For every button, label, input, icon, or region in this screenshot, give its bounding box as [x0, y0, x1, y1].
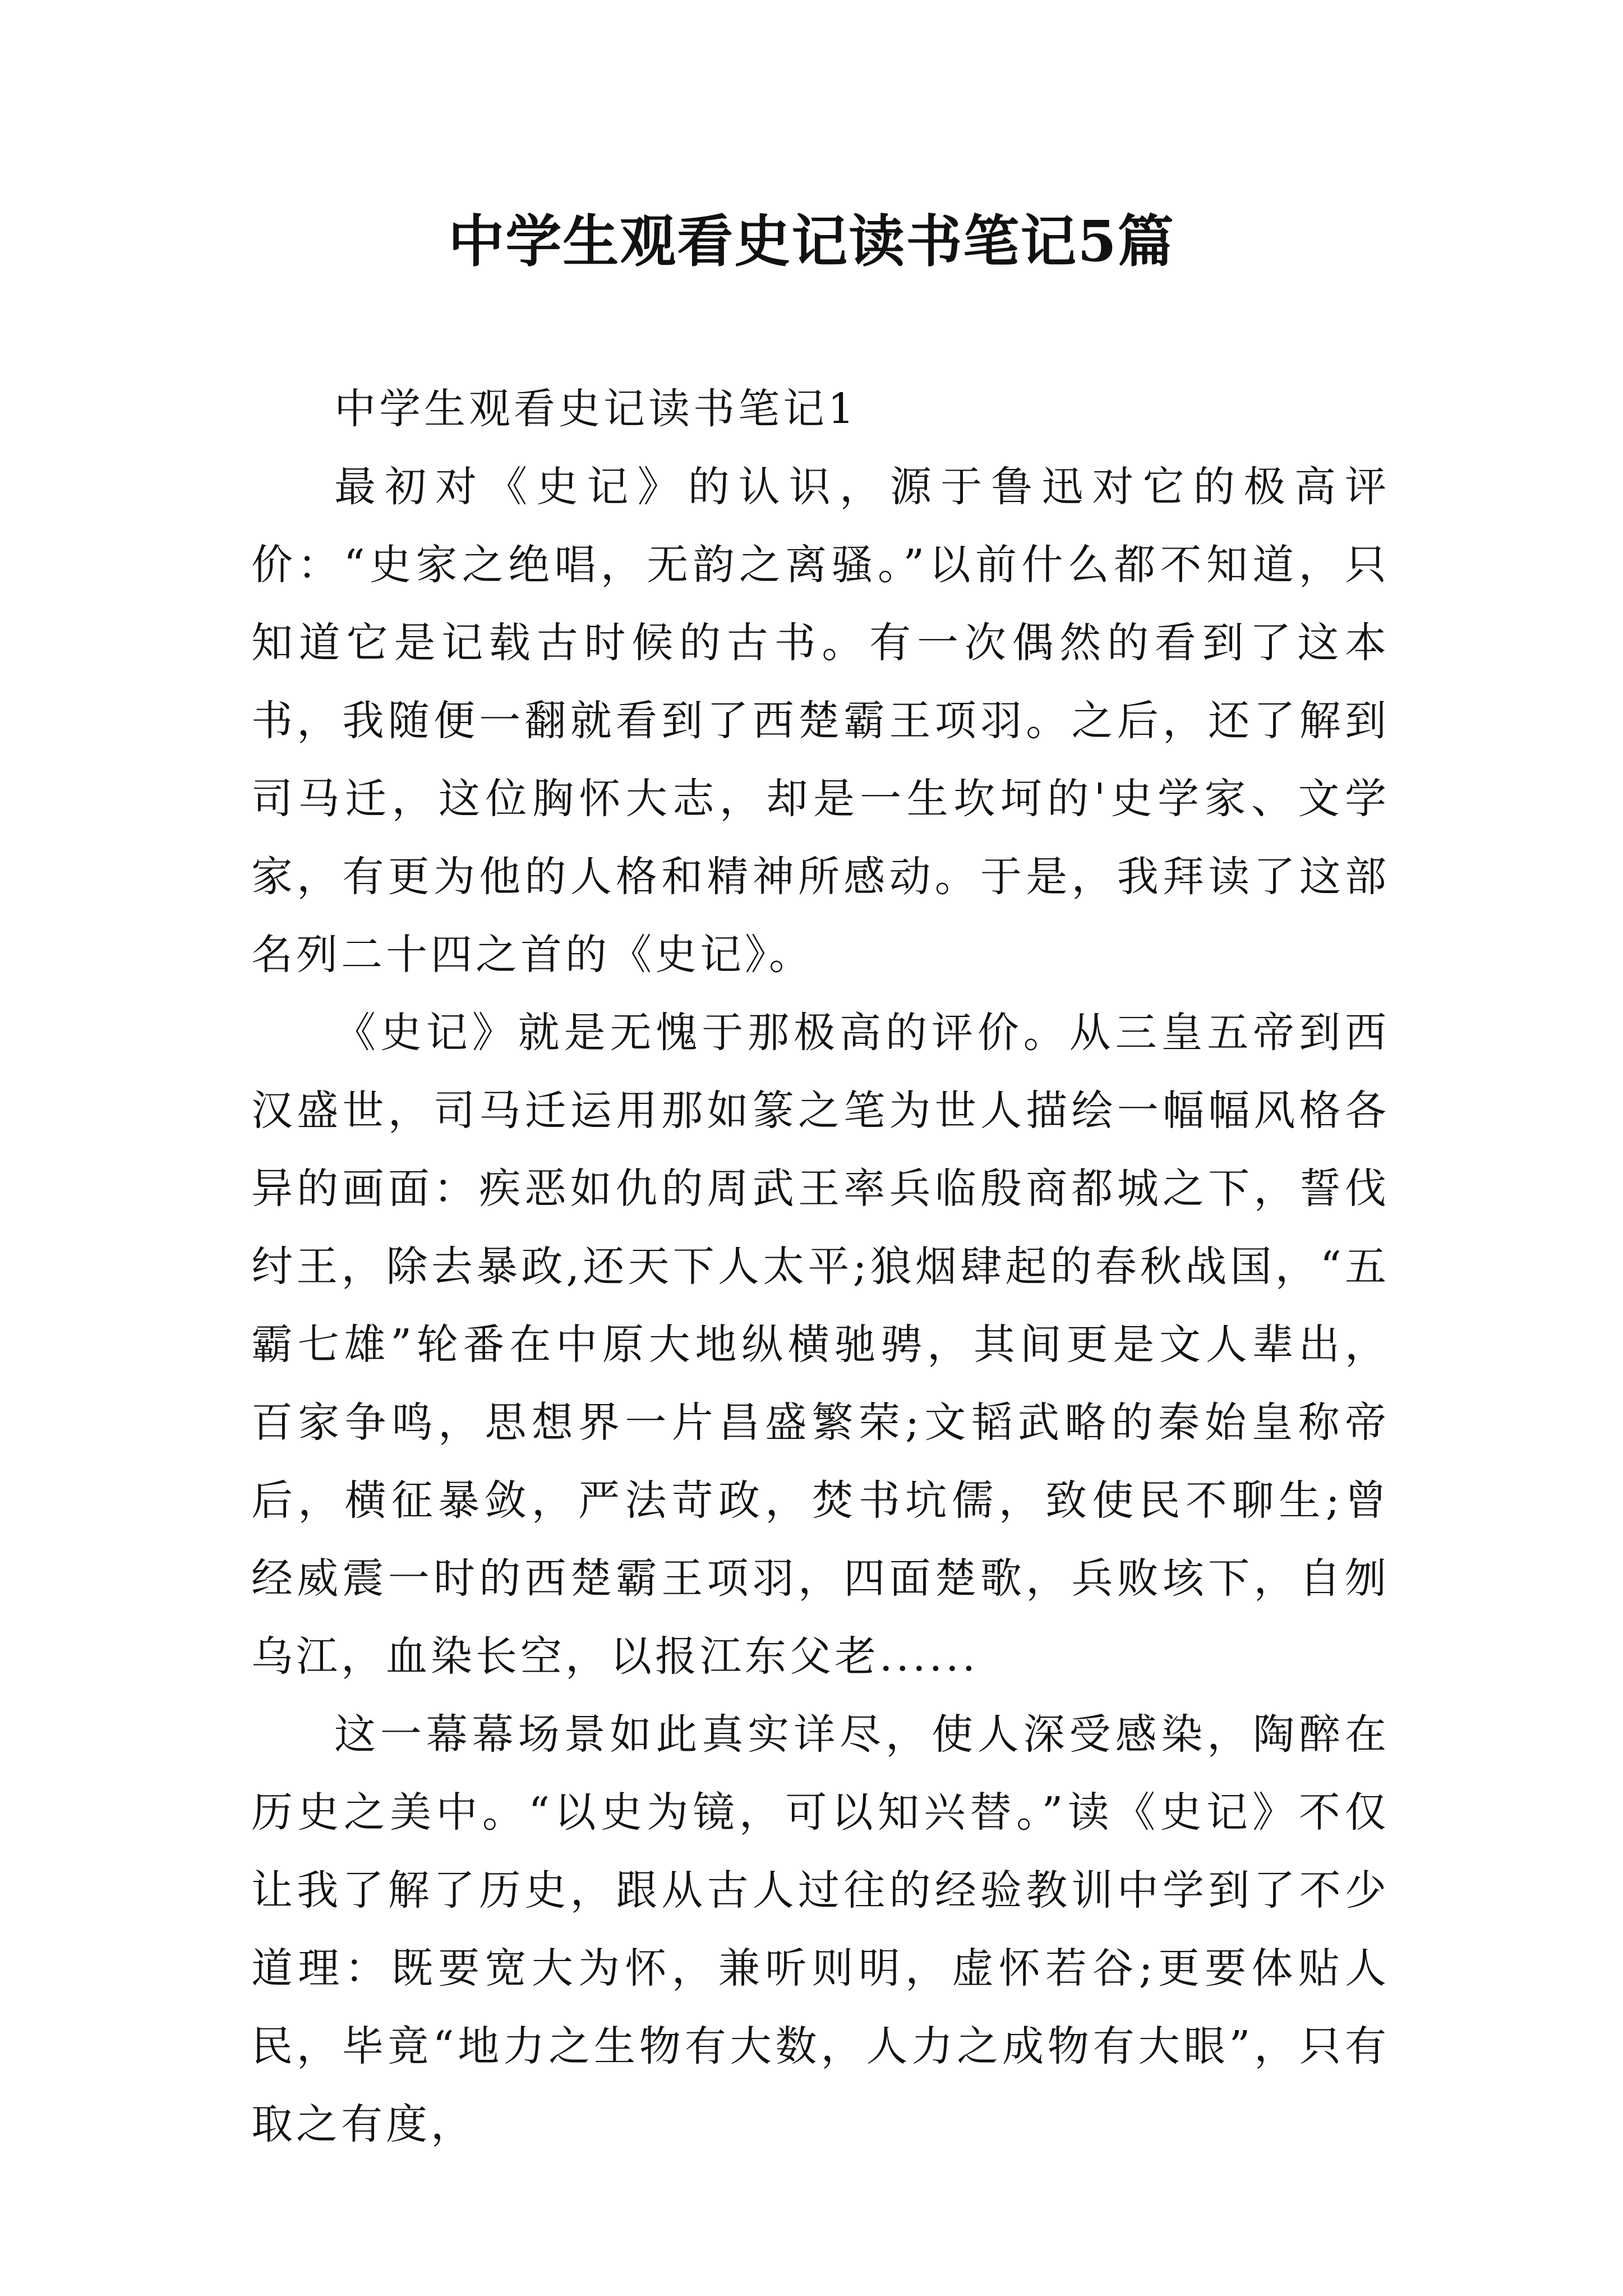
paragraph: 这一幕幕场景如此真实详尽，使人深受感染，陶醉在历史之美中。“以史为镜，可以知兴替。”读《史记》不仅让我了解了历史，跟从古人过往的经验教训中学到了不少道理：既要宽大为怀，兼听则明，虚怀若谷;更要体贴人民，毕竟“地力之生物有大数，人力之成物有大眼”，只有取之有度， [251, 1710, 1390, 2148]
paragraph: 《史记》就是无愧于那极高的评价。从三皇五帝到西汉盛世，司马迁运用那如篆之笔为世人描绘一幅幅风格各异的画面：疾恶如仇的周武王率兵临殷商都城之下，誓伐纣王，除去暴政,还天下人太平;狼烟肆起的春秋战国，“五霸七雄”轮番在中原大地纵横驰骋，其间更是文人辈出，百家争鸣，思想界一片昌盛繁荣;文韬武略的秦始皇称帝后，横征暴敛，严法苛政，焚书坑儒，致使民不聊生;曾经威震一时的西楚霸王项羽，四面楚歌，兵败垓下，自刎乌江，血染长空，以报江东父老...... [251, 1009, 1390, 1681]
document-title: 中学生观看史记读书笔记5篇 [448, 208, 1175, 274]
document-body [251, 370, 1390, 2164]
paragraph: 最初对《史记》的认识，源于鲁迅对它的极高评价：“史家之绝唱，无韵之离骚。”以前什么都不知道，只知道它是记载古时候的古书。有一次偶然的看到了这本书，我随便一翻就看到了西楚霸王项羽。之后，还了解到司马迁，这位胸怀大志，却是一生坎坷的'史学家、文学家，有更为他的人格和精神所感动。于是，我拜读了这部名列二十四之首的《史记》。 [251, 463, 1390, 979]
section-heading: 中学生观看史记读书笔记1 [334, 385, 858, 433]
